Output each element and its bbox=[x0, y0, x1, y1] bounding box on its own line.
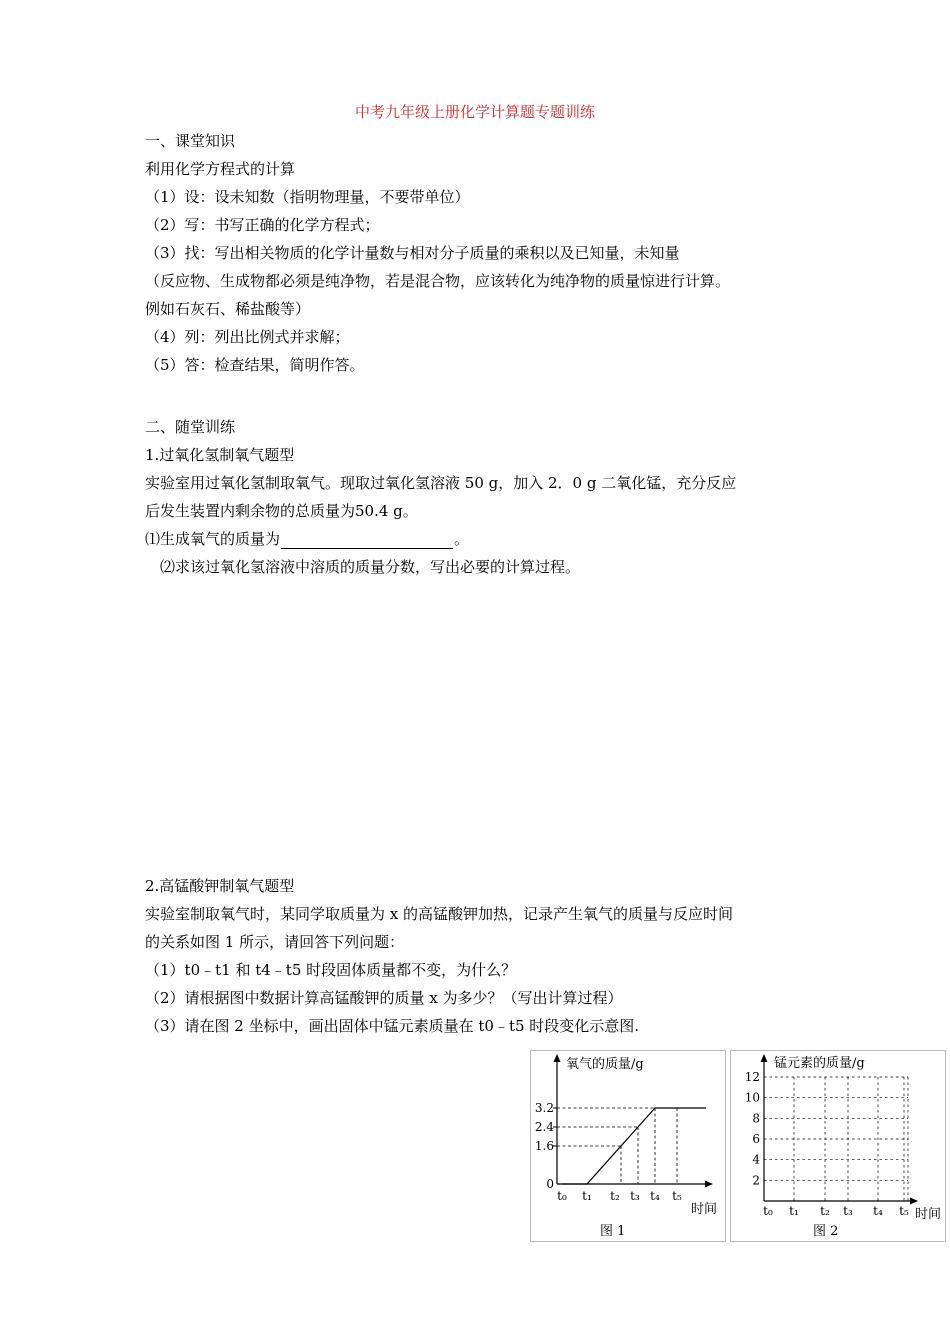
problem1-text-1: 实验室用过氧化氢制取氧气。现取过氧化氢溶液 50 g，加入 2．0 g 二氧化锰，充分反应 bbox=[145, 474, 737, 492]
section2-heading: 二、随堂训练 bbox=[145, 418, 236, 436]
step-3-note: （反应物、生成物都必须是纯净物，若是混合物，应该转化为纯净物的质量惊进行计算。 bbox=[145, 272, 731, 290]
step-3-example: 例如石灰石、稀盐酸等） bbox=[145, 300, 311, 318]
figure1-x-tick-label: t₀ bbox=[557, 1189, 567, 1203]
section1-heading: 一、课堂知识 bbox=[145, 132, 236, 150]
step-4: （4）列：列出比例式并求解； bbox=[145, 328, 350, 346]
answer-blank[interactable] bbox=[281, 533, 453, 549]
problem1-text-2: 后发生装置内剩余物的总质量为50.4 g。 bbox=[145, 502, 418, 520]
section1-subheading: 利用化学方程式的计算 bbox=[145, 160, 296, 178]
figure2-x-tick-label: t₁ bbox=[789, 1204, 799, 1218]
q1-prefix: ⑴生成氧气的质量为 bbox=[145, 530, 281, 548]
figure2-xlabel: 时间 bbox=[915, 1207, 942, 1222]
figure1-x-tick-label: t₃ bbox=[630, 1189, 640, 1203]
figure1-y-tick-label: 3.2 bbox=[534, 1101, 554, 1115]
figure1-ylabel: 氧气的质量/g bbox=[566, 1057, 644, 1072]
figure2-ylabel: 锰元素的质量/g bbox=[774, 1056, 865, 1071]
problem1-question-1 bbox=[145, 529, 469, 549]
figure2-y-tick-label: 2 bbox=[752, 1173, 760, 1188]
figure2-y-tick-label: 4 bbox=[752, 1152, 760, 1167]
problem2-question-1: （1）t0﹣t1 和 t4﹣t5 时段固体质量都不变，为什么？ bbox=[145, 961, 517, 979]
figure1-y-tick-label: 1.6 bbox=[534, 1139, 554, 1153]
figure2-manganese-chart bbox=[730, 1050, 946, 1242]
figure2-x-tick-label: t₅ bbox=[899, 1204, 909, 1218]
step-1: （1）设：设未知数（指明物理量，不要带单位） bbox=[145, 188, 470, 206]
problem1-title: 1.过氧化氢制氧气题型 bbox=[145, 446, 295, 464]
figure2-y-tick-label: 12 bbox=[744, 1070, 760, 1084]
problem2-text-2: 的关系如图 1 所示，请回答下列问题： bbox=[145, 933, 405, 951]
figure1-xlabel: 时间 bbox=[691, 1202, 718, 1217]
figure2-x-tick-label: t₄ bbox=[873, 1204, 883, 1218]
step-3: （3）找：写出相关物质的化学计量数与相对分子质量的乘积以及已知量，未知量 bbox=[145, 244, 680, 262]
figure1-series-line bbox=[562, 1108, 706, 1184]
problem2-question-2: （2）请根据图中数据计算高锰酸钾的质量 x 为多少？（写出计算过程） bbox=[145, 989, 623, 1007]
step-5: （5）答：检查结果，简明作答。 bbox=[145, 356, 365, 374]
figure2-caption: 图 2 bbox=[813, 1224, 839, 1239]
problem2-question-3: （3）请在图 2 坐标中，画出固体中锰元素质量在 t0﹣t5 时段变化示意图. bbox=[145, 1017, 640, 1035]
figure2-x-tick-label: t₃ bbox=[843, 1204, 853, 1218]
figure2-y-tick-label: 6 bbox=[752, 1132, 760, 1146]
figure2-x-tick-label: t₀ bbox=[763, 1204, 773, 1218]
problem1-question-2: ⑵求该过氧化氢溶液中溶质的质量分数，写出必要的计算过程。 bbox=[160, 558, 581, 576]
figure1-x-tick-label: t₅ bbox=[672, 1189, 682, 1203]
problem2-title: 2.高锰酸钾制氧气题型 bbox=[145, 877, 295, 895]
figure2-x-tick-label: t₂ bbox=[820, 1204, 830, 1218]
figure1-x-tick-label: t₁ bbox=[582, 1189, 592, 1203]
problem2-text-1: 实验室制取氧气时，某同学取质量为 x 的高锰酸钾加热，记录产生氧气的质量与反应时间 bbox=[145, 905, 733, 923]
figure2-y-tick-label: 10 bbox=[744, 1090, 760, 1105]
figure1-x-tick-label: t₄ bbox=[650, 1189, 660, 1203]
figure1-x-tick-label: t₂ bbox=[610, 1189, 620, 1203]
document-title: 中考九年级上册化学计算题专题训练 bbox=[354, 103, 595, 121]
figure2-y-tick-label: 8 bbox=[752, 1111, 760, 1126]
figure1-caption: 图 1 bbox=[600, 1224, 626, 1239]
figure1-y-tick-label: 0 bbox=[546, 1177, 554, 1191]
figure1-oxygen-chart bbox=[530, 1050, 726, 1242]
q1-suffix: 。 bbox=[454, 530, 470, 548]
figure1-y-tick-label: 2.4 bbox=[534, 1120, 554, 1134]
step-2: （2）写：书写正确的化学方程式； bbox=[145, 216, 380, 234]
